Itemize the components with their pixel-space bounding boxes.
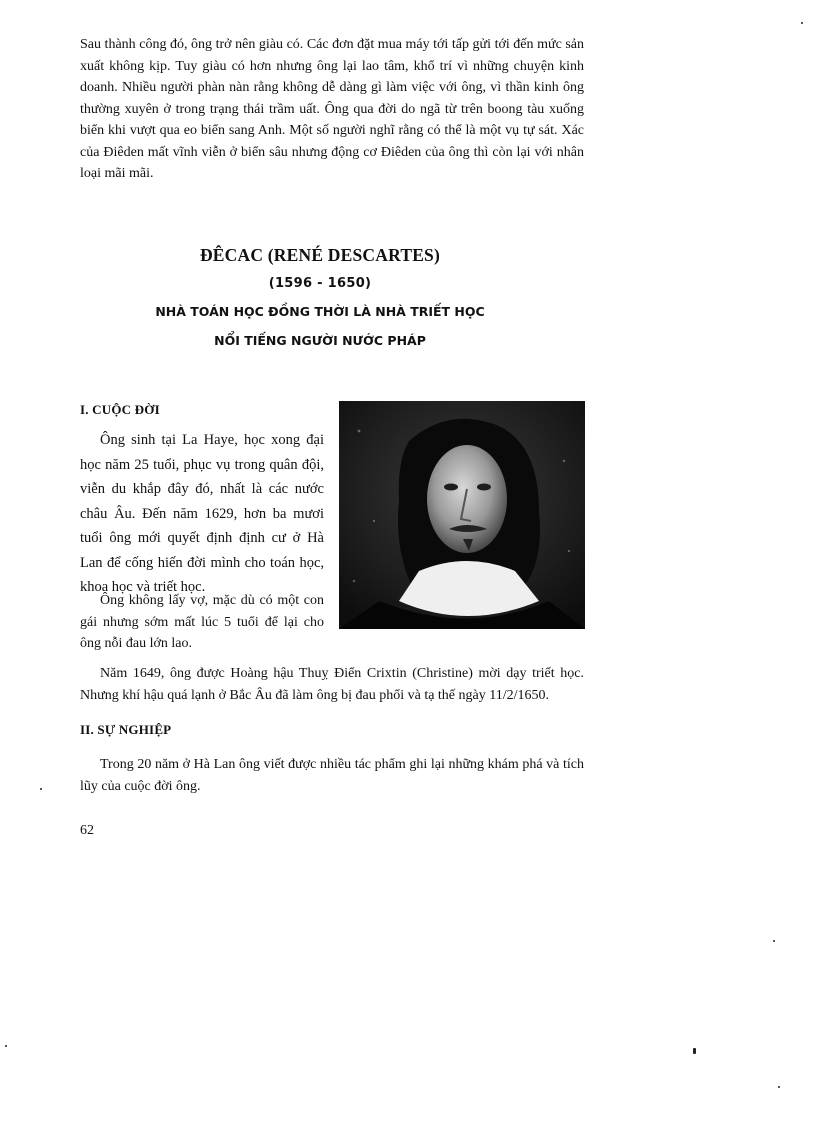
page-number: 62 <box>80 823 94 838</box>
section-life-heading: I. CUỘC ĐỜI <box>80 402 160 417</box>
career-paragraph-1: Trong 20 năm ở Hà Lan ông viết được nhiều tác phẩm ghi lại những khám phá và tích lũy của cuộc đời ông. <box>80 757 584 794</box>
life-paragraph-2: Ông không lấy vợ, mặc dù có một con gái nhưng sớm mất lúc 5 tuổi để lại cho ông nỗi đau lớn lao. <box>80 593 324 651</box>
scan-speck <box>5 1045 7 1047</box>
portrait-image <box>339 401 585 629</box>
scan-speck <box>693 1048 696 1054</box>
article-years: (1596 - 1650) <box>268 276 372 291</box>
intro-paragraph: Sau thành công đó, ông trở nên giàu có. Các đơn đặt mua máy tới tấp gửi tới đến mức sản xuất không kịp. Tuy giàu có hơn nhưng ông lại lao tâm, khổ trí vì những chuyện kinh doanh. Nhiều người phàn nàn rằng không dễ dàng gì làm việc với ông, vì thần kinh ông thường xuyên ở trong trạng thái trầm uất. Ông qua đời do ngã từ trên boong tàu xuống biển khi vượt qua eo biển sang Anh. Một số người nghĩ rằng có thể là một vụ tự sát. Xác của Điêden mất vĩnh viễn ở biển sâu nhưng động cơ Điêden của ông thì còn lại với nhân loại mãi mãi. <box>80 37 584 181</box>
article-title: ĐÊCAC (RENÉ DESCARTES) <box>199 245 441 265</box>
descartes-portrait <box>339 401 585 629</box>
life-paragraph-3: Năm 1649, ông được Hoàng hậu Thuỵ Điển Crixtin (Christine) mời dạy triết học. Nhưng khí hậu quá lạnh ở Bắc Âu đã làm ông bị đau phổi và tạ thế ngày 11/2/1650. <box>80 666 584 703</box>
article-subtitle-line1: NHÀ TOÁN HỌC ĐỒNG THỜI LÀ NHÀ TRIẾT HỌC <box>155 304 485 319</box>
scan-speck <box>778 1086 780 1088</box>
life-paragraph-1: Ông sinh tại La Haye, học xong đại học năm 25 tuổi, phục vụ trong quân đội, viễn du khắp đây đó, nhất là các nước châu Âu. Đến năm 1629, hơn ba mươi tuổi ông mới quyết định định cư ở Hà Lan để cống hiến đời mình cho toán học, khoa học và triết học. <box>80 432 324 595</box>
scan-speck <box>40 788 42 790</box>
section-career-heading: II. SỰ NGHIỆP <box>80 722 172 737</box>
scan-speck <box>773 940 775 942</box>
scan-speck <box>801 22 803 24</box>
article-subtitle-line2: NỔI TIẾNG NGƯỜI NƯỚC PHÁP <box>214 333 426 348</box>
